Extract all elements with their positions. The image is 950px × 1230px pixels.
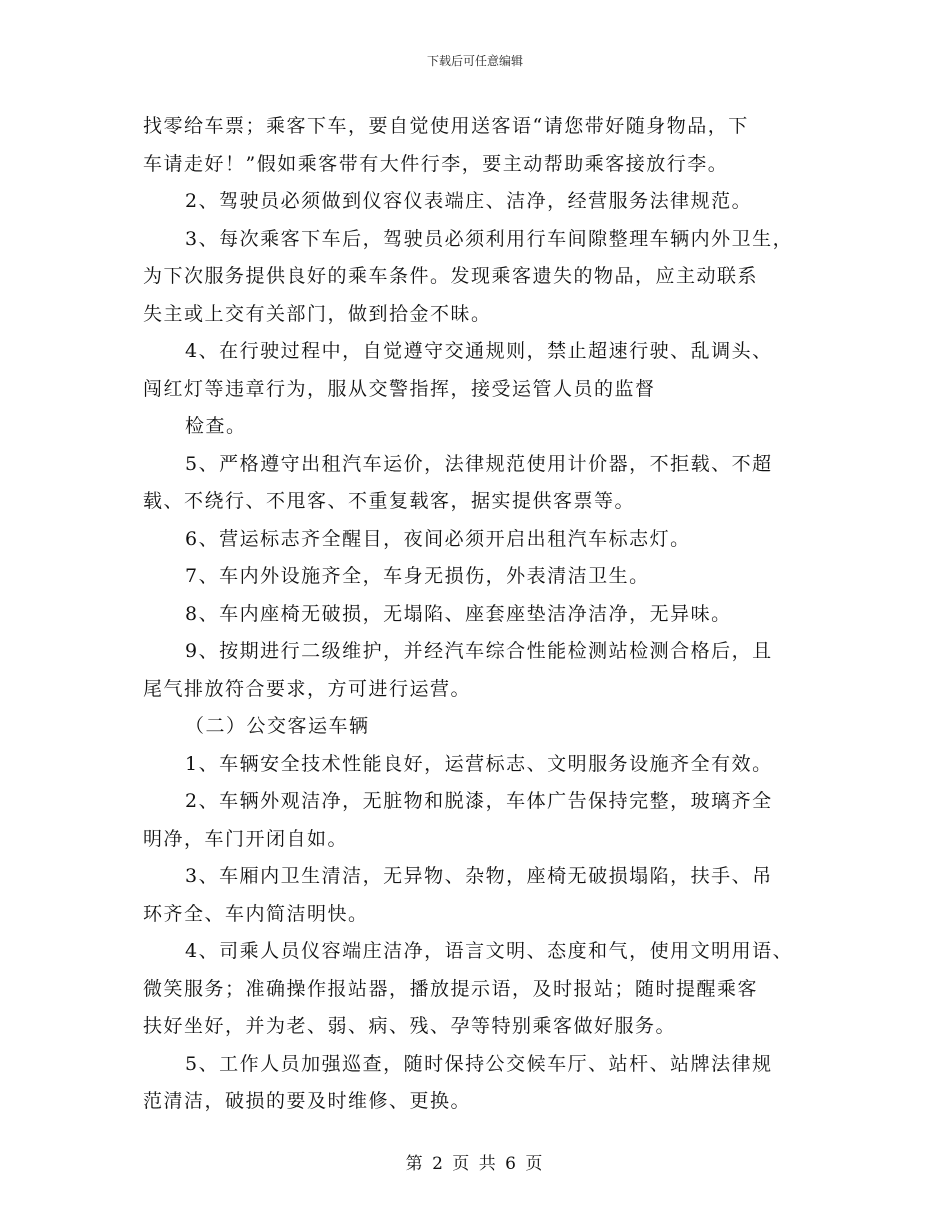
text-line: 找零给车票；乘客下车，要自觉使用送客语“请您带好随身物品，下 <box>143 115 749 137</box>
text-line: 3、车厢内卫生清洁，无异物、杂物，座椅无破损塌陷，扶手、吊 <box>185 865 773 887</box>
text-line: 4、司乘人员仪容端庄洁净，语言文明、态度和气，使用文明用语、 <box>185 940 794 962</box>
text-line: 明净，车门开闭自如。 <box>143 827 349 850</box>
document-body <box>143 108 823 1121</box>
text-line: 3、每次乘客下车后，驾驶员必须利用行车间隙整理车辆内外卫生， <box>185 227 794 250</box>
text-line: 检查。 <box>185 415 247 437</box>
page-header: 下载后可任意编辑 <box>426 54 523 68</box>
page-number-footer: 第 2 页 共 6 页 <box>405 1154 545 1174</box>
text-line: 1、车辆安全技术性能良好，运营标志、文明服务设施齐全有效。 <box>185 752 773 775</box>
text-line: 2、车辆外观洁净，无脏物和脱漆，车体广告保持完整，玻璃齐全 <box>185 790 773 812</box>
text-line: 9、按期进行二级维护，并经汽车综合性能检测站检测合格后，且 <box>185 640 773 662</box>
text-line: 5、工作人员加强巡查，随时保持公交候车厅、站杆、站牌法律规 <box>185 1052 773 1075</box>
text-line: 载、不绕行、不甩客、不重复载客，据实提供客票等。 <box>143 490 636 512</box>
text-line: 环齐全、车内简洁明快。 <box>143 902 369 925</box>
text-line: 车请走好！”假如乘客带有大件行李，要主动帮助乘客接放行李。 <box>143 152 729 175</box>
text-line: 失主或上交有关部门，做到拾金不昧。 <box>143 302 492 325</box>
text-line: 尾气排放符合要求，方可进行运营。 <box>143 677 472 700</box>
text-line: 5、严格遵守出租汽车运价，法律规范使用计价器，不拒载、不超 <box>185 452 773 475</box>
text-line: （二）公交客运车辆 <box>185 715 370 737</box>
text-line: 范清洁，破损的要及时维修、更换。 <box>143 1090 472 1112</box>
text-line: 7、车内外设施齐全，车身无损伤，外表清洁卫生。 <box>185 565 650 587</box>
text-line: 4、在行驶过程中，自觉遵守交通规则，禁止超速行驶、乱调头、 <box>185 340 773 362</box>
text-line: 微笑服务；准确操作报站器，播放提示语，及时报站；随时提醒乘客 <box>143 977 759 1000</box>
text-line: 闯红灯等违章行为，服从交警指挥，接受运管人员的监督 <box>143 377 656 400</box>
text-line: 为下次服务提供良好的乘车条件。发现乘客遗失的物品，应主动联系 <box>143 265 759 287</box>
text-line: 8、车内座椅无破损，无塌陷、座套座垫洁净洁净，无异味。 <box>185 602 732 625</box>
text-line: 扶好坐好，并为老、弱、病、残、孕等特别乘客做好服务。 <box>143 1015 677 1037</box>
text-line: 6、营运标志齐全醒目，夜间必须开启出租汽车标志灯。 <box>185 527 691 550</box>
text-line: 2、驾驶员必须做到仪容仪表端庄、洁净，经营服务法律规范。 <box>185 190 753 212</box>
